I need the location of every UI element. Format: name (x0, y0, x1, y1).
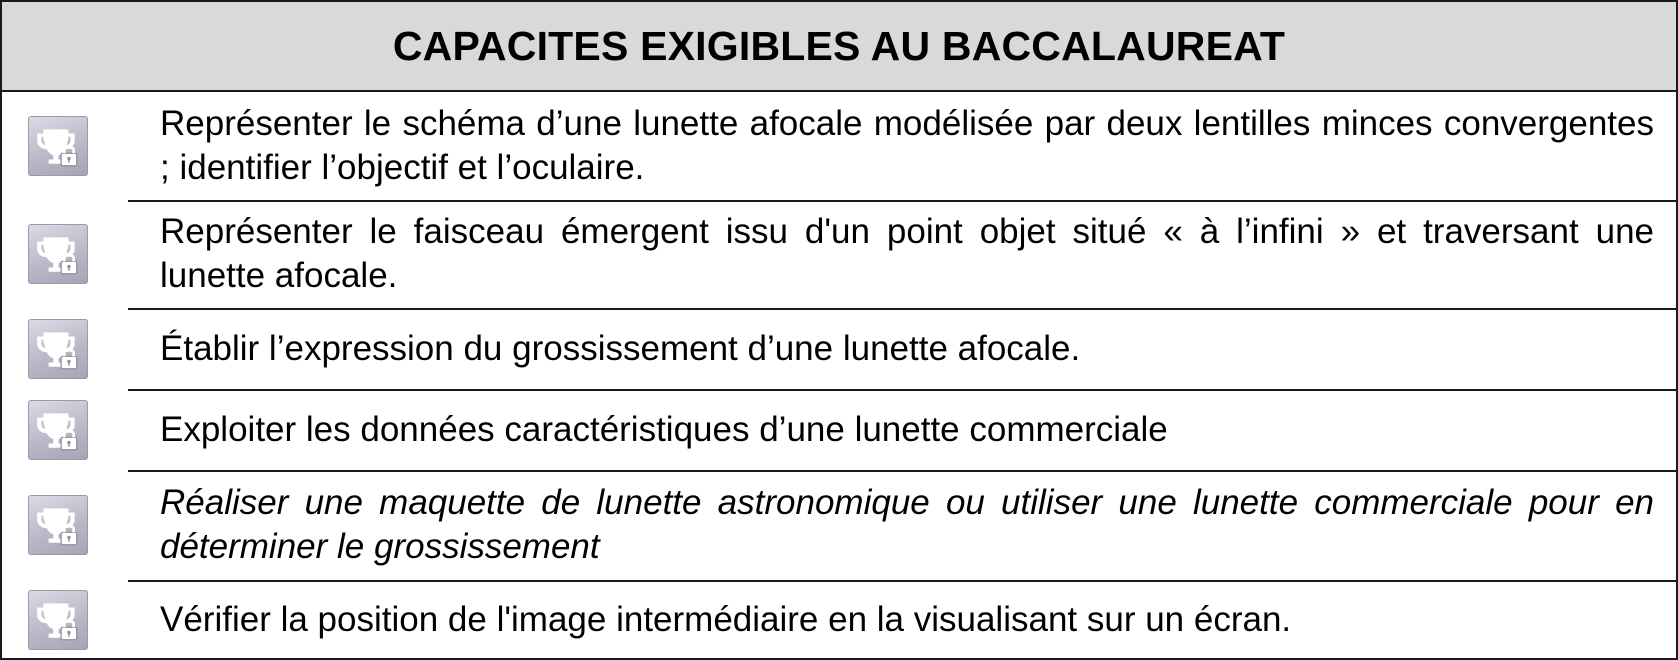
trophy-lock-icon (28, 495, 88, 555)
table-row (2, 92, 1676, 200)
page-title: CAPACITES EXIGIBLES AU BACCALAUREAT (392, 22, 1286, 69)
trophy-lock-icon (28, 400, 88, 460)
capacity-text: Vérifier la position de l'image intermédiaire en la visualisant sur un écran. (160, 599, 1292, 639)
capacity-text: Établir l’expression du grossissement d’une lunette afocale. (160, 328, 1081, 368)
table-row (2, 470, 1676, 580)
trophy-lock-icon (28, 319, 88, 379)
trophy-lock-icon (28, 224, 88, 284)
capacity-text: Représenter le faisceau émergent issu d'un point objet situé « à l’infini » et traversant une lunette afocale. (160, 212, 1654, 295)
table-row (2, 308, 1676, 389)
capacity-text: Exploiter les données caractéristiques d’une lunette commerciale (160, 409, 1168, 449)
table-header (2, 2, 1676, 92)
capacity-text: Représenter le schéma d’une lunette afocale modélisée par deux lentilles minces convergentes ; identifier l’objectif et l’oculaire. (160, 104, 1654, 187)
table-row (2, 580, 1676, 659)
trophy-lock-icon (28, 590, 88, 650)
trophy-lock-icon (28, 116, 88, 176)
table-row (2, 389, 1676, 470)
table-row (2, 200, 1676, 308)
capacity-text: Réaliser une maquette de lunette astronomique ou utiliser une lunette commerciale pour en déterminer le grossissement (160, 483, 1654, 566)
